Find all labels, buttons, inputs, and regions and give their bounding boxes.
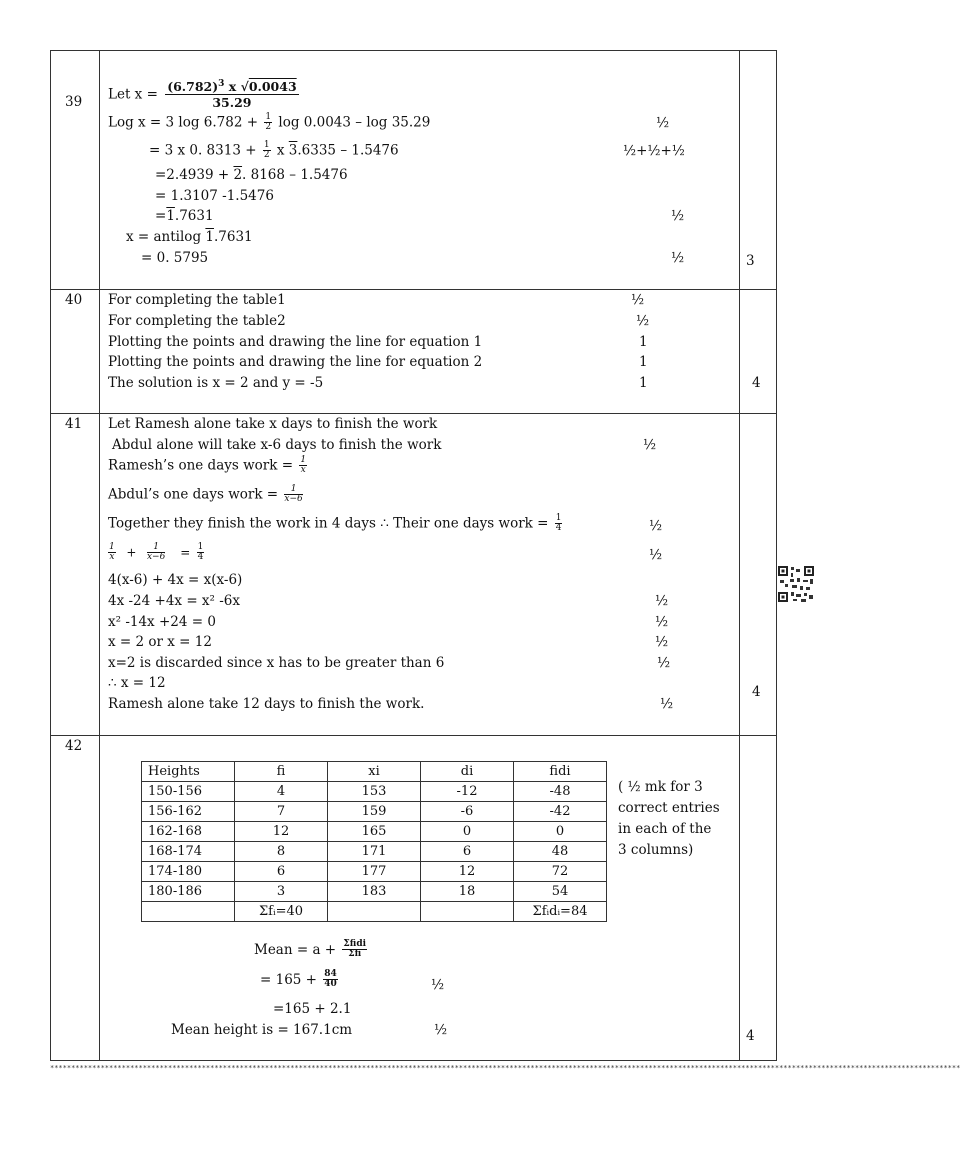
mark: 1 (639, 354, 648, 370)
table-cell: 12 (235, 822, 328, 842)
table-cell: 153 (328, 782, 421, 802)
mark: 1 (639, 334, 648, 350)
table-row (142, 802, 607, 822)
qr-code-icon (777, 565, 815, 603)
table-sum-row (142, 902, 607, 922)
mark: ½ (649, 547, 663, 563)
table-cell: 6 (235, 862, 328, 882)
mark: ½ (656, 115, 670, 131)
step-line: x = 2 or x = 12 (108, 634, 212, 650)
result-line: = 0. 5795 (141, 250, 209, 266)
table-cell: 183 (328, 882, 421, 902)
footer-separator: ************************************************************************************************************************************************************************************************************************ (50, 1064, 960, 1072)
table-cell: 171 (328, 842, 421, 862)
step-line: = 1.3107 -1.5476 (155, 188, 274, 204)
table-header-row (142, 762, 607, 782)
let-prefix: Let x = (108, 86, 158, 103)
table-cell: 180-186 (142, 882, 235, 902)
main-fraction (165, 79, 298, 110)
table-cell (142, 902, 235, 922)
row-divider-41 (51, 735, 776, 736)
antilog-line: x = antilog 1.7631 (126, 229, 253, 245)
note-line: in each of the (618, 821, 712, 837)
mark: ½ (671, 208, 685, 224)
step-line: Together they finish the work in 4 days ∴ Their one days work = $\frac{1}{4}$ (108, 513, 562, 534)
column-header: di (421, 762, 514, 782)
total-marks: 4 (746, 1028, 755, 1044)
step-line: For completing the table2 (108, 313, 286, 329)
table-cell: 150-156 (142, 782, 235, 802)
marking-note (618, 777, 720, 861)
step-line: Plotting the points and drawing the line for equation 2 (108, 354, 483, 370)
step-line: x² -14x +24 = 0 (108, 614, 216, 630)
table-cell: 18 (421, 882, 514, 902)
table-row (142, 822, 607, 842)
table-row (142, 782, 607, 802)
table-cell: 156-162 (142, 802, 235, 822)
conclusion-line: Ramesh alone take 12 days to finish the work. (108, 696, 425, 712)
step-line: =165 + 2.1 (273, 1001, 352, 1017)
table-cell: 168-174 (142, 842, 235, 862)
row-divider-40 (51, 413, 776, 414)
step-line: = 3 x 0. 8313 + $\frac{1}{2}$ x 3.6335 – 1.5476 (149, 140, 399, 161)
step-line: = 165 + $\frac{84}{40}$ (260, 969, 337, 990)
note-line: correct entries (618, 800, 720, 816)
step-line: The solution is x = 2 and y = -5 (108, 375, 324, 391)
step-line: =1.7631 (155, 208, 214, 224)
step-line: Abdul’s one days work = $\frac{1}{x-6}$ (108, 484, 303, 505)
let-x-expression (108, 79, 299, 110)
table-cell: 177 (328, 862, 421, 882)
mark: ½ (655, 634, 669, 650)
step-line: Let Ramesh alone take x days to finish the work (108, 416, 438, 432)
mark: ½ (649, 518, 663, 534)
column-header: Heights (142, 762, 235, 782)
table-cell: -6 (421, 802, 514, 822)
step-line: Abdul alone will take x-6 days to finish the work (112, 437, 442, 453)
step-line: x=2 is discarded since x has to be greater than 6 (108, 655, 445, 671)
question-number: 40 (65, 292, 83, 308)
table-cell: 3 (235, 882, 328, 902)
table-row (142, 862, 607, 882)
mark: 1 (639, 375, 648, 391)
table-cell: 0 (514, 822, 607, 842)
sum-fi: Σfᵢ=40 (235, 902, 328, 922)
mark: ½ (631, 292, 645, 308)
mark: ½ (660, 696, 674, 712)
table-cell: 7 (235, 802, 328, 822)
table-cell: 54 (514, 882, 607, 902)
question-number: 39 (65, 94, 83, 110)
step-line: ∴ x = 12 (108, 675, 166, 691)
step-line: 4(x-6) + 4x = x(x-6) (108, 572, 243, 588)
table-cell: 8 (235, 842, 328, 862)
question-number: 42 (65, 738, 83, 754)
mark: ½ (431, 977, 445, 993)
row-divider-39 (51, 289, 776, 290)
column-header: fidi (514, 762, 607, 782)
mark: ½ (657, 655, 671, 671)
mark: ½+½+½ (623, 143, 685, 159)
main-numerator: $(6.782)^3$ x √0.0043 (167, 79, 297, 95)
mark: ½ (643, 437, 657, 453)
table-cell: 72 (514, 862, 607, 882)
note-line: 3 columns) (618, 842, 694, 858)
table-cell: -42 (514, 802, 607, 822)
table-cell: 174-180 (142, 862, 235, 882)
table-cell: 48 (514, 842, 607, 862)
total-marks: 3 (746, 253, 755, 269)
column-header: xi (328, 762, 421, 782)
table-cell: 12 (421, 862, 514, 882)
table-cell: 162-168 (142, 822, 235, 842)
result-line: Mean height is = 167.1cm (171, 1022, 353, 1038)
step-line: Plotting the points and drawing the line for equation 1 (108, 334, 483, 350)
table-cell: -12 (421, 782, 514, 802)
table-cell (328, 902, 421, 922)
table-cell: 6 (421, 842, 514, 862)
table-row (142, 882, 607, 902)
mark: ½ (636, 313, 650, 329)
table-cell (421, 902, 514, 922)
table-cell: 4 (235, 782, 328, 802)
main-denominator: 35.29 (212, 95, 252, 111)
table-cell: 0 (421, 822, 514, 842)
step-line: 4x -24 +4x = x² -6x (108, 593, 241, 609)
step-line: Ramesh’s one days work = $\frac{1}{x}$ (108, 455, 307, 476)
question-number: 41 (65, 416, 83, 432)
answer-key-table (50, 50, 777, 1061)
log-line: Log x = 3 log 6.782 + $\frac{1}{2}$ log 0.0043 – log 35.29 (108, 112, 431, 133)
table-cell: 165 (328, 822, 421, 842)
mark: ½ (655, 614, 669, 630)
table-row (142, 842, 607, 862)
sum-fidi: Σfᵢdᵢ=84 (514, 902, 607, 922)
mark: ½ (671, 250, 685, 266)
total-marks: 4 (752, 375, 761, 391)
column-divider-right (739, 51, 740, 1060)
total-marks: 4 (752, 684, 761, 700)
step-line: =2.4939 + 2. 8168 – 1.5476 (155, 167, 348, 183)
column-header: fi (235, 762, 328, 782)
mark: ½ (655, 593, 669, 609)
equation-line: $\frac{1}{x}$ + $\frac{1}{x-6}$ = $\frac{1}{4}$ (109, 542, 204, 563)
frequency-table (141, 761, 607, 922)
note-line: ( ½ mk for 3 (618, 779, 703, 795)
mark: ½ (434, 1022, 448, 1038)
table-cell: 159 (328, 802, 421, 822)
table-cell: -48 (514, 782, 607, 802)
column-divider-left (99, 51, 100, 1060)
mean-formula: Mean = a + $\frac{\text{Σfidi}}{\text{Σfi}}$ (254, 939, 367, 960)
step-line: For completing the table1 (108, 292, 286, 308)
